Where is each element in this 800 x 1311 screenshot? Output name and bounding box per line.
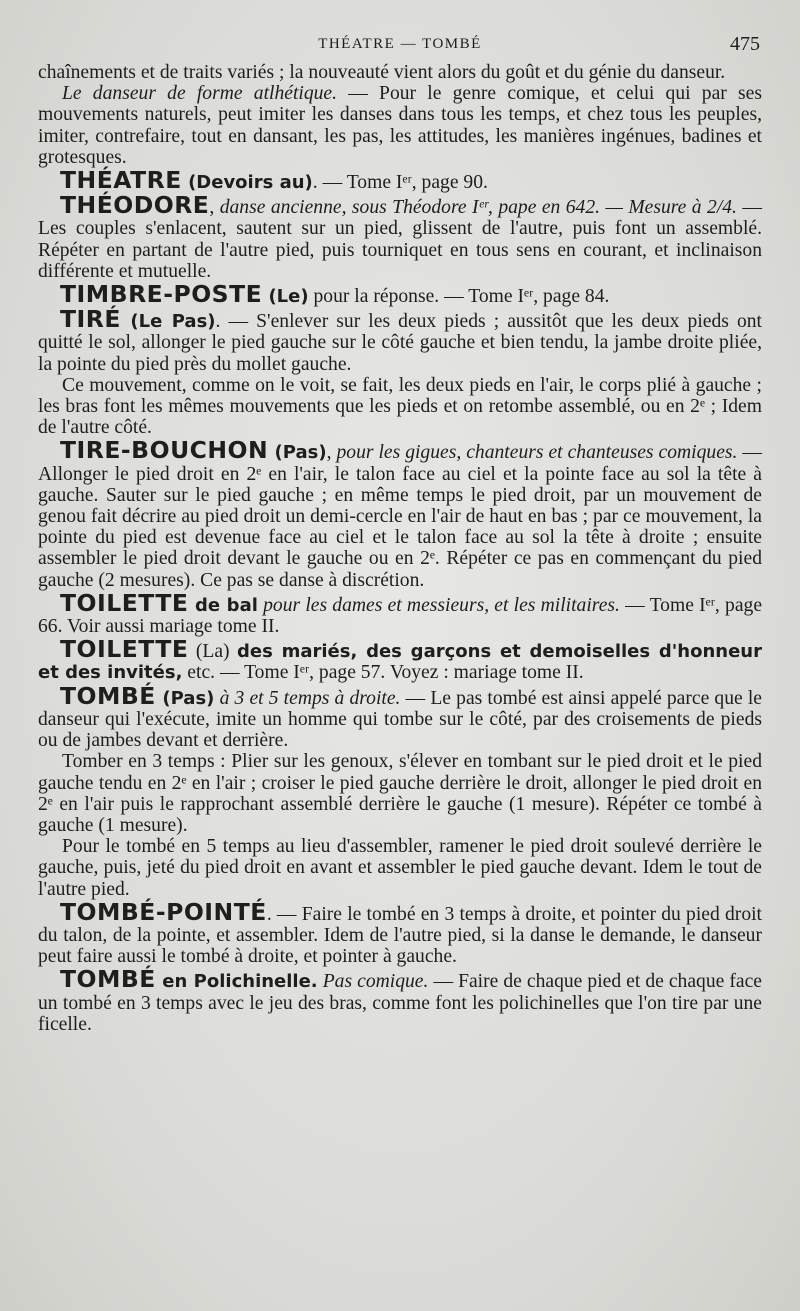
entry-headword: TOMBÉ-POINTÉ	[60, 897, 267, 926]
paragraph	[38, 375, 762, 439]
text-run: — Faire de chaque pied et de chaque face un tombé en 3 temps avec le jeu des bras, comme font les polichinelles que l'on tire par une ficelle.	[38, 971, 762, 1035]
text-run: — Les couples s'enlacent, sautent sur un pied, glissent de l'autre, puis font un assemblé. Répéter en partant de l'autre pied, puis tourniquet en tous sens en courant, et inclinaison différente et mutuelle.	[38, 197, 762, 282]
dictionary-entry	[38, 436, 763, 591]
text-run: Ce mouvement, comme on le voit, se fait, les deux pieds en l'air, le corps plié à gauche ; les bras font les mêmes mouvements que les pieds et on retombe assemblé, ou en 2ᵉ ; Idem de l'autre côté.	[38, 374, 762, 439]
text-run: . — Faire le tombé en 3 temps à droite, et pointer du pied droit du talon, de la pointe, et assembler. Idem de l'autre pied, si la danse le demande, le danseur peut faire aussi le tombé à droite, et pointer à gauche.	[38, 903, 762, 968]
italic-text: pour les dames et messieurs, et les militaires.	[263, 594, 620, 616]
entry-subtitle: de bal	[188, 594, 258, 616]
italic-text: pour les gigues, chanteurs et chanteuses comiques.	[336, 442, 738, 464]
running-title: THÉATRE — TOMBÉ	[318, 36, 482, 52]
entry-headword: TIMBRE-POSTE	[60, 280, 263, 309]
paragraph	[38, 836, 762, 900]
page-number: 475	[730, 33, 760, 55]
entry-headword: TIRÉ	[60, 305, 121, 334]
dictionary-entry	[38, 588, 763, 638]
dictionary-body	[38, 62, 762, 1035]
italic-text: Pas comique.	[322, 971, 429, 993]
entry-headword: TOMBÉ	[60, 681, 156, 710]
text-run: chaînements et de traits variés ; la nouveauté vient alors du goût et du génie du danseur.	[38, 62, 726, 83]
text-run: Pour le tombé en 5 temps au lieu d'assembler, ramener le pied droit soulevé derrière le gauche, puis, jeté du pied droit en avant et assembler le pied gauche devant. Idem le tout de l'autre pied.	[38, 836, 762, 900]
text-run: . — Tome Iᵉʳ, page 90.	[312, 172, 488, 194]
text-run: — Le pas tombé est ainsi appelé parce que le danseur qui l'exécute, imite un homme qui tombe sur le côté, par des croisements de pieds ou de jambes devant et derrière.	[38, 687, 762, 752]
entry-headword: THÉODORE	[60, 191, 210, 220]
entry-subtitle: (Le)	[262, 286, 309, 308]
entry-headword: TOILETTE	[60, 588, 189, 617]
text-run: ,	[209, 197, 220, 219]
paragraph	[38, 83, 762, 168]
running-header	[38, 30, 762, 62]
text-run: — Tome Iᵉʳ, page 66. Voir aussi mariage tome II.	[38, 594, 763, 638]
dictionary-entry	[38, 965, 762, 1035]
text-run: (La)	[188, 641, 237, 663]
text-run: — Allonger le pied droit en 2ᵉ en l'air, le talon face au ciel et la pointe face au sol la tête à gauche. Sauter sur le pied gauche ; en même temps le pied droit, par un mouvement de genou fait décrire au pied droit un demi-cercle en l'air de haut en bas ; par ce mouvement, la pointe du pied est devenue face au ciel et le talon face au sol la tête à droite ; ensuite assembler le pied droit devant le gauche ou en 2ᵉ. Répéter ce pas en commençant du pied gauche (2 mesures). Ce pas se danse à discrétion.	[38, 442, 763, 591]
dictionary-entry	[38, 635, 762, 684]
entry-subtitle: des mariés, des garçons et demoiselles d'honneur et des invités,	[38, 641, 762, 684]
entry-headword: TIRE-BOUCHON	[60, 436, 269, 465]
text-run: — Pour le genre comique, et celui qui par ses mouvements naturels, peut imiter les danses dans tous les temps, et chez tous les peuples, imiter, contrefaire, tout en dansant, les pas, les attitudes, les manières ingénues, badines et grotesques.	[38, 83, 762, 168]
italic-text: à 3 et 5 temps à droite.	[219, 687, 401, 709]
paragraph	[38, 62, 762, 83]
dictionary-entry	[38, 305, 762, 375]
dictionary-entry	[38, 191, 762, 282]
paragraph	[38, 751, 762, 836]
entry-subtitle: (Devoirs au)	[181, 172, 313, 194]
text-run: . — S'enlever sur les deux pieds ; aussitôt que les deux pieds ont quitté le sol, allonger le pied gauche sur le côté gauche et bien tendu, la jambe droite pliée, la pointe du pied près du mollet gauche.	[38, 311, 762, 375]
entry-subtitle: (Le Pas)	[120, 311, 216, 333]
entry-subtitle: en Polichinelle.	[155, 971, 318, 993]
dictionary-entry	[38, 897, 762, 968]
dictionary-entry	[38, 166, 762, 195]
text-run: pour la réponse. — Tome Iᵉʳ, page 84.	[308, 286, 610, 308]
italic-text: danse ancienne, sous Théodore Iᵉʳ, pape en 642. — Mesure à 2/4.	[219, 197, 737, 219]
dictionary-entry	[38, 681, 762, 752]
text-run: etc. — Tome Iᵉʳ, page 57. Voyez : mariage tome II.	[182, 662, 584, 684]
entry-headword: THÉATRE	[60, 166, 182, 195]
dictionary-entry	[38, 280, 762, 309]
text-run: Tomber en 3 temps : Plier sur les genoux, s'élever en tombant sur le pied droit et le pied gauche tendu en 2ᵉ en l'air ; croiser le pied gauche derrière le droit, allonger le pied droit en 2ᵉ en l'air puis le rapprochant assemblé derrière le gauche (1 mesure). Répéter ce tombé à gauche (1 mesure).	[38, 751, 762, 836]
entry-subtitle: (Pas)	[155, 687, 215, 709]
entry-subtitle: (Pas)	[268, 442, 327, 464]
italic-text: Le danseur de forme atlhétique.	[62, 83, 338, 105]
entry-headword: TOILETTE	[60, 635, 189, 664]
entry-headword: TOMBÉ	[60, 965, 156, 994]
text-run: ,	[326, 442, 337, 464]
